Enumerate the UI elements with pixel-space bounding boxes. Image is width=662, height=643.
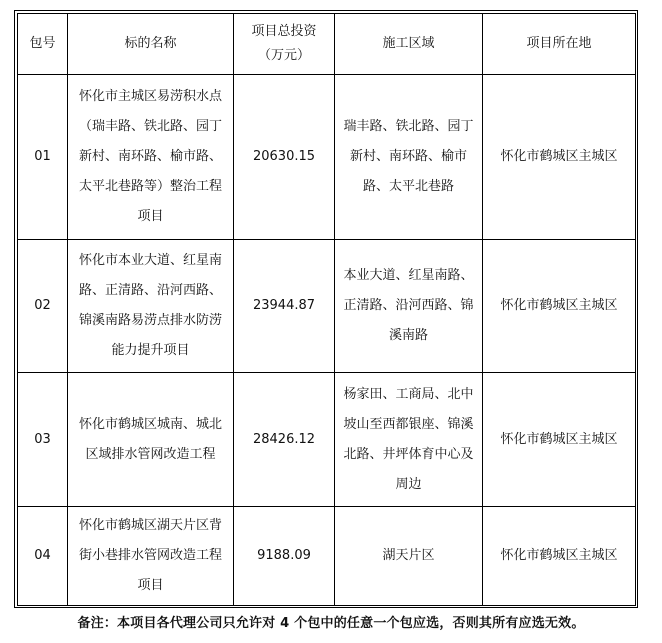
table-row xyxy=(18,75,636,240)
footnote-remark: 备注：本项目各代理公司只允许对 4 个包中的任意一个包应选，否则其所有应选无效。 xyxy=(77,616,585,631)
cell-construction-area: 杨家田、工商局、北中坡山至西都银座、锦溪北路、井坪体育中心及周边 xyxy=(335,373,483,507)
cell-investment: 23944.87 xyxy=(234,240,335,373)
table-row xyxy=(18,507,636,606)
table-row xyxy=(18,240,636,373)
cell-package-no: 04 xyxy=(18,507,68,606)
header-construction-area: 施工区域 xyxy=(335,14,483,75)
header-package-no: 包号 xyxy=(18,14,68,75)
cell-package-no: 02 xyxy=(18,240,68,373)
cell-section-name: 怀化市主城区易涝积水点（瑞丰路、铁北路、园丁新村、南环路、榆市路、太平北巷路等）整治工程项目 xyxy=(68,75,234,240)
header-investment-line1: 项目总投资 xyxy=(251,24,317,39)
cell-package-no: 01 xyxy=(18,75,68,240)
header-investment xyxy=(234,14,335,75)
cell-section-name: 怀化市本业大道、红星南路、正清路、沿河西路、锦溪南路易涝点排水防涝能力提升项目 xyxy=(68,240,234,373)
cell-location: 怀化市鹤城区主城区 xyxy=(483,507,636,606)
cell-construction-area: 本业大道、红星南路、正清路、沿河西路、锦溪南路 xyxy=(335,240,483,373)
cell-location: 怀化市鹤城区主城区 xyxy=(483,373,636,507)
cell-section-name: 怀化市鹤城区城南、城北区域排水管网改造工程 xyxy=(68,373,234,507)
cell-construction-area: 湖天片区 xyxy=(335,507,483,606)
cell-location: 怀化市鹤城区主城区 xyxy=(483,75,636,240)
table-row xyxy=(18,373,636,507)
header-section-name: 标的名称 xyxy=(68,14,234,75)
header-location: 项目所在地 xyxy=(483,14,636,75)
cell-investment: 28426.12 xyxy=(234,373,335,507)
cell-section-name: 怀化市鹤城区湖天片区背街小巷排水管网改造工程项目 xyxy=(68,507,234,606)
cell-location: 怀化市鹤城区主城区 xyxy=(483,240,636,373)
cell-construction-area: 瑞丰路、铁北路、园丁新村、南环路、榆市路、太平北巷路 xyxy=(335,75,483,240)
header-investment-line2: （万元） xyxy=(257,48,310,63)
cell-package-no: 03 xyxy=(18,373,68,507)
cell-investment: 20630.15 xyxy=(234,75,335,240)
cell-investment: 9188.09 xyxy=(234,507,335,606)
table-header-row xyxy=(18,14,636,75)
bid-packages-table xyxy=(17,13,636,606)
